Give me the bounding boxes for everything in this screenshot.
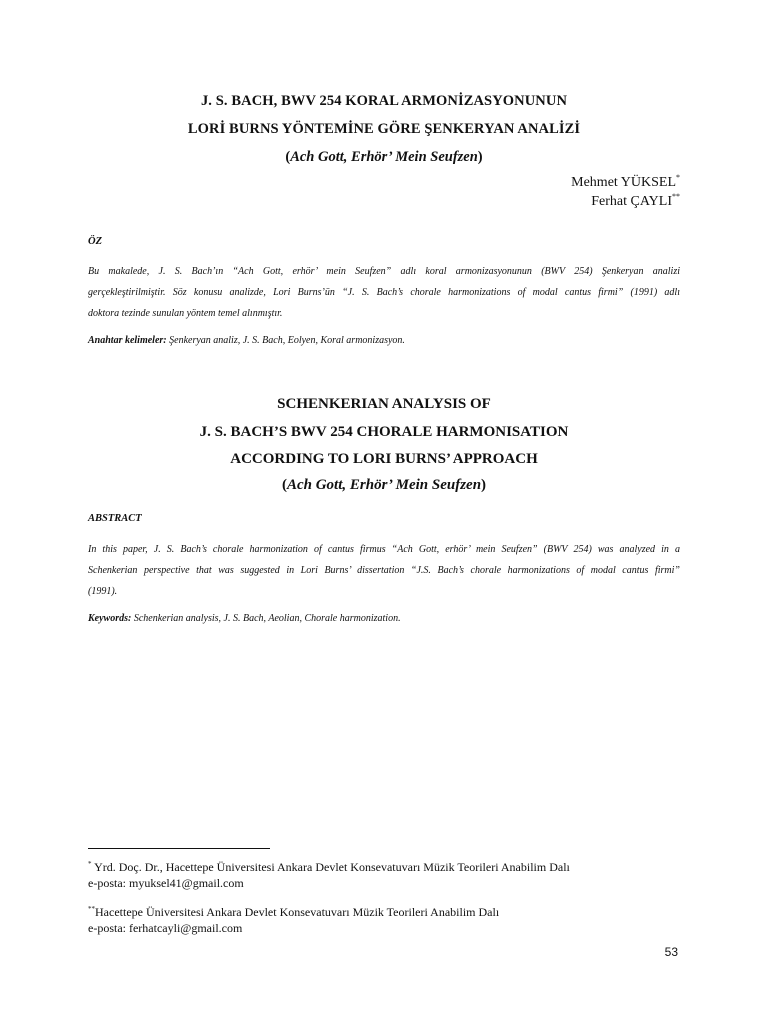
en-abstract-heading: ABSTRACT	[88, 513, 142, 524]
en-abstract	[88, 539, 680, 602]
author-2	[591, 192, 680, 210]
en-title-line3: ACCORDING TO LORI BURNS’ APPROACH	[230, 451, 538, 467]
footnote-rule	[88, 848, 270, 849]
tr-subtitle: (Ach Gott, Erhör’ Mein Seufzen)	[285, 149, 483, 165]
footnote-1	[88, 856, 570, 891]
tr-keywords	[88, 335, 405, 346]
en-title-line1: SCHENKERIAN ANALYSIS OF	[277, 396, 491, 412]
en-abstract-line3: (1991).	[88, 586, 118, 597]
tr-abstract-line1: Bu makalede, J. S. Bach’ın “Ach Gott, erhör’ mein Seufzen” adlı koral armonizasyonunun (BWV 254) Şenkeryan analizi	[88, 266, 680, 277]
footnote-2-mark: **	[88, 905, 95, 913]
tr-subtitle-text: Ach Gott, Erhör’ Mein Seufzen	[290, 149, 478, 165]
author-2-name: Ferhat ÇAYLI	[591, 194, 672, 209]
footnote-1-text: Yrd. Doç. Dr., Hacettepe Üniversitesi Ankara Devlet Konsevatuvarı Müzik Teorileri Anabilim Dalı	[94, 860, 570, 874]
tr-keywords-text: Şenkeryan analiz, J. S. Bach, Eolyen, Koral armonizasyon.	[169, 335, 405, 346]
tr-title-line1: J. S. BACH, BWV 254 KORAL ARMONİZASYONUNUN	[200, 93, 568, 109]
tr-abstract	[88, 261, 680, 324]
author-1-mark: *	[676, 173, 680, 182]
author-2-mark: **	[672, 192, 680, 201]
footnote-1-line2: e-posta: myuksel41@gmail.com	[88, 876, 244, 890]
footnote-1-mark: *	[88, 860, 92, 868]
en-abstract-line2: Schenkerian perspective that was suggested in Lori Burns’ dissertation “J.S. Bach’s chorale harmonizations of modal cantus firmi”	[88, 565, 680, 576]
tr-keywords-label: Anahtar kelimeler:	[88, 335, 167, 346]
page-number: 53	[664, 945, 678, 959]
footnote-2	[88, 901, 499, 936]
en-keywords	[88, 613, 401, 624]
footnote-2-line1	[88, 901, 499, 920]
en-abstract-line1: In this paper, J. S. Bach’s chorale harmonization of cantus firmus “Ach Gott, erhör’ mein Seufzen” (BWV 254) was analyzed in a	[88, 544, 680, 555]
tr-abstract-line2: gerçekleştirilmiştir. Söz konusu analizde, Lori Burns’ün “J. S. Bach’s chorale harmonizations of modal cantus firmi” (1991) adlı	[88, 287, 680, 298]
en-title-line2: J. S. BACH’S BWV 254 CHORALE HARMONISATION	[199, 424, 569, 440]
footnote-1-line1	[88, 856, 570, 875]
author-1-name: Mehmet YÜKSEL	[571, 175, 676, 190]
en-subtitle-text: Ach Gott, Erhör’ Mein Seufzen	[286, 477, 482, 493]
author-1	[571, 173, 680, 191]
en-keywords-label: Keywords:	[88, 613, 132, 624]
en-subtitle: (Ach Gott, Erhör’ Mein Seufzen)	[281, 477, 487, 493]
tr-abstract-heading: ÖZ	[88, 236, 102, 247]
footnote-2-line2: e-posta: ferhatcayli@gmail.com	[88, 921, 243, 935]
footnote-2-text: Hacettepe Üniversitesi Ankara Devlet Konsevatuvarı Müzik Teorileri Anabilim Dalı	[95, 905, 500, 919]
tr-title-line2: LORİ BURNS YÖNTEMİNE GÖRE ŞENKERYAN ANALİZİ	[187, 121, 581, 137]
tr-abstract-line3: doktora tezinde sunulan yöntem temel alınmıştır.	[88, 308, 283, 319]
en-keywords-text: Schenkerian analysis, J. S. Bach, Aeolian, Chorale harmonization.	[133, 613, 401, 624]
